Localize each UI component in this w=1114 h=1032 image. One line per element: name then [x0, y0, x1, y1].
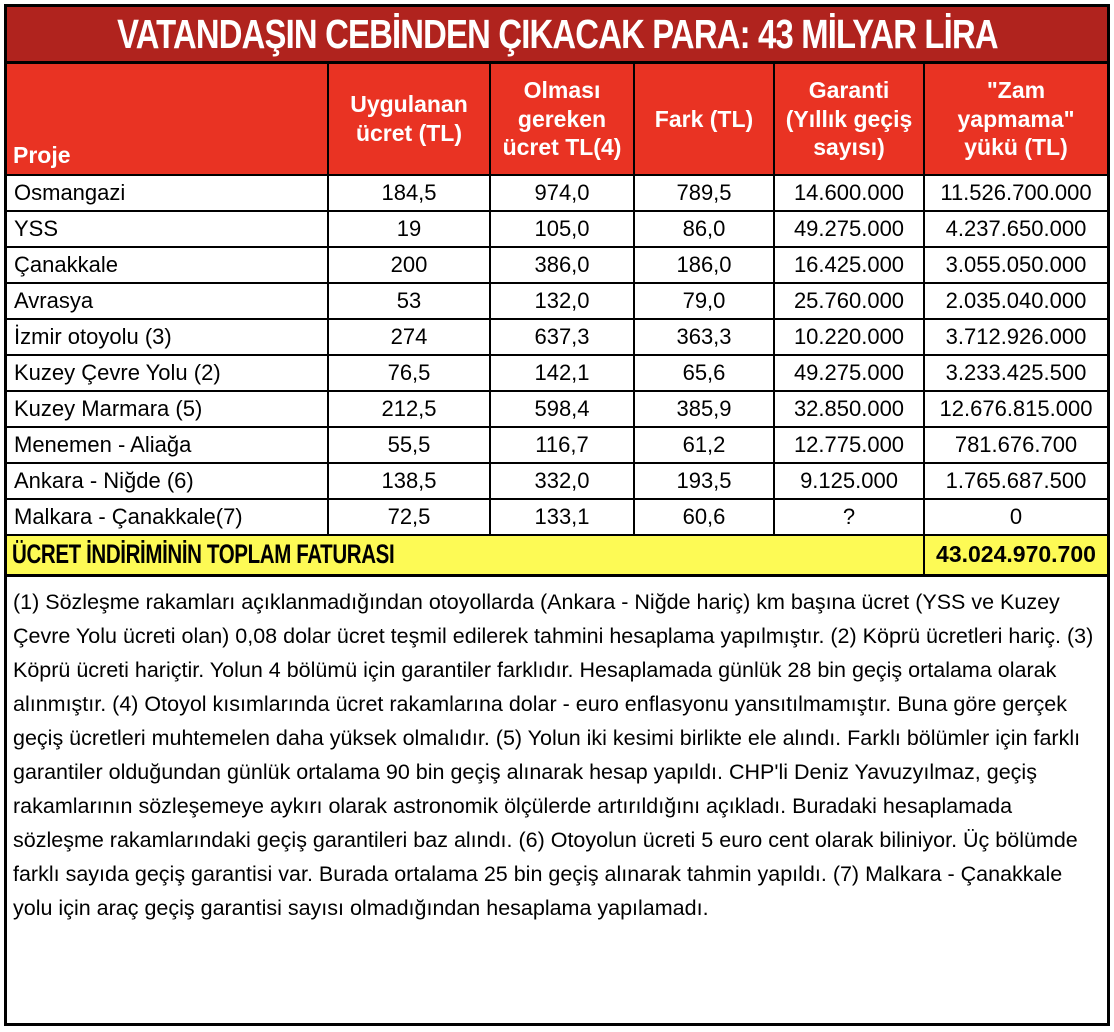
value-cell: 138,5 — [329, 464, 489, 498]
value-cell: 9.125.000 — [775, 464, 923, 498]
value-cell: 65,6 — [635, 356, 773, 390]
project-name-cell: İzmir otoyolu (3) — [7, 320, 327, 354]
column-header: "Zam yapmama" yükü (TL) — [925, 64, 1107, 174]
value-cell: 10.220.000 — [775, 320, 923, 354]
toll-cost-infographic — [4, 4, 1110, 1026]
value-cell: 186,0 — [635, 248, 773, 282]
total-row-label: ÜCRET İNDİRİMİNİN TOPLAM FATURASI — [7, 536, 923, 574]
value-cell: 0 — [925, 500, 1107, 534]
project-name-cell: Çanakkale — [7, 248, 327, 282]
value-cell: 16.425.000 — [775, 248, 923, 282]
value-cell: 86,0 — [635, 212, 773, 246]
value-cell: 193,5 — [635, 464, 773, 498]
value-cell: 25.760.000 — [775, 284, 923, 318]
value-cell: 184,5 — [329, 176, 489, 210]
value-cell: 32.850.000 — [775, 392, 923, 426]
value-cell: 3.233.425.500 — [925, 356, 1107, 390]
value-cell: 132,0 — [491, 284, 633, 318]
value-cell: 133,1 — [491, 500, 633, 534]
value-cell: 105,0 — [491, 212, 633, 246]
project-name-cell: YSS — [7, 212, 327, 246]
column-header: Garanti (Yıllık geçiş sayısı) — [775, 64, 923, 174]
value-cell: 2.035.040.000 — [925, 284, 1107, 318]
value-cell: 60,6 — [635, 500, 773, 534]
value-cell: 11.526.700.000 — [925, 176, 1107, 210]
project-name-cell: Kuzey Marmara (5) — [7, 392, 327, 426]
value-cell: 3.712.926.000 — [925, 320, 1107, 354]
value-cell: 116,7 — [491, 428, 633, 462]
value-cell: 72,5 — [329, 500, 489, 534]
footnotes-text: (1) Sözleşme rakamları açıklanmadığından otoyollarda (Ankara - Niğde hariç) km başına ücret (YSS ve Kuzey Çevre Yolu ücreti olan) 0,08 dolar ücret teşmil edilerek tahmini hesaplama yapılmıştır. (2) Köprü ücretleri hariç. (3) Köprü ücreti hariçtir. Yolun 4 bölümü için garantiler farklıdır. Hesaplamada günlük 28 bin geçiş ortalama olarak alınmıştır. (4) Otoyol kısımlarında ücret rakamlarına dolar - euro enflasyonu yansıtılmamıştır. Buna göre gerçek geçiş ücretleri muhtemelen daha yüksek olmalıdır. (5) Yolun iki kesimi birlikte ele alındı. Farklı bölümler için farklı garantiler olduğundan günlük ortalama 90 bin geçiş alınarak hesap yapıldı. CHP'li Deniz Yavuzyılmaz, geçiş rakamlarının sözleşemeye aykırı olarak astronomik ölçülerde artırıldığını açıkladı. Buradaki hesaplamada sözleşme rakamlarındaki geçiş garantileri baz alındı. (6) Otoyolun ücreti 5 euro cent olarak biliniyor. Üç bölümde farklı sayıda geçiş garantisi var. Burada ortalama 25 bin geçiş alınarak tahmin yapıldı. (7) Malkara - Çanakkale yolu için araç geçiş garantisi sayısı olmadığından hesaplama yapılamadı. — [13, 590, 1094, 920]
footnotes-block — [7, 577, 1107, 1023]
value-cell: 12.676.815.000 — [925, 392, 1107, 426]
project-name-cell: Ankara - Niğde (6) — [7, 464, 327, 498]
value-cell: 3.055.050.000 — [925, 248, 1107, 282]
value-cell: 332,0 — [491, 464, 633, 498]
value-cell: 212,5 — [329, 392, 489, 426]
table-title: VATANDAŞIN CEBİNDEN ÇIKACAK PARA: 43 MİLYAR LİRA — [116, 10, 998, 57]
value-cell: 363,3 — [635, 320, 773, 354]
project-name-cell: Avrasya — [7, 284, 327, 318]
value-cell: 53 — [329, 284, 489, 318]
value-cell: 1.765.687.500 — [925, 464, 1107, 498]
value-cell: 789,5 — [635, 176, 773, 210]
column-header: Proje — [7, 64, 327, 174]
value-cell: 19 — [329, 212, 489, 246]
total-row-value: 43.024.970.700 — [925, 536, 1107, 574]
value-cell: 598,4 — [491, 392, 633, 426]
table-title-band — [7, 7, 1107, 61]
value-cell: 79,0 — [635, 284, 773, 318]
value-cell: 274 — [329, 320, 489, 354]
column-header: Fark (TL) — [635, 64, 773, 174]
value-cell: 12.775.000 — [775, 428, 923, 462]
value-cell: 4.237.650.000 — [925, 212, 1107, 246]
value-cell: 637,3 — [491, 320, 633, 354]
column-header: Uygulanan ücret (TL) — [329, 64, 489, 174]
value-cell: 14.600.000 — [775, 176, 923, 210]
value-cell: 55,5 — [329, 428, 489, 462]
project-name-cell: Menemen - Aliağa — [7, 428, 327, 462]
value-cell: 386,0 — [491, 248, 633, 282]
value-cell: 61,2 — [635, 428, 773, 462]
value-cell: 49.275.000 — [775, 356, 923, 390]
value-cell: 76,5 — [329, 356, 489, 390]
value-cell: 49.275.000 — [775, 212, 923, 246]
value-cell: 142,1 — [491, 356, 633, 390]
project-name-cell: Osmangazi — [7, 176, 327, 210]
value-cell: 200 — [329, 248, 489, 282]
toll-cost-table — [7, 64, 1107, 574]
project-name-cell: Malkara - Çanakkale(7) — [7, 500, 327, 534]
value-cell: 385,9 — [635, 392, 773, 426]
value-cell: ? — [775, 500, 923, 534]
column-header: Olması gereken ücret TL(4) — [491, 64, 633, 174]
value-cell: 781.676.700 — [925, 428, 1107, 462]
project-name-cell: Kuzey Çevre Yolu (2) — [7, 356, 327, 390]
value-cell: 974,0 — [491, 176, 633, 210]
